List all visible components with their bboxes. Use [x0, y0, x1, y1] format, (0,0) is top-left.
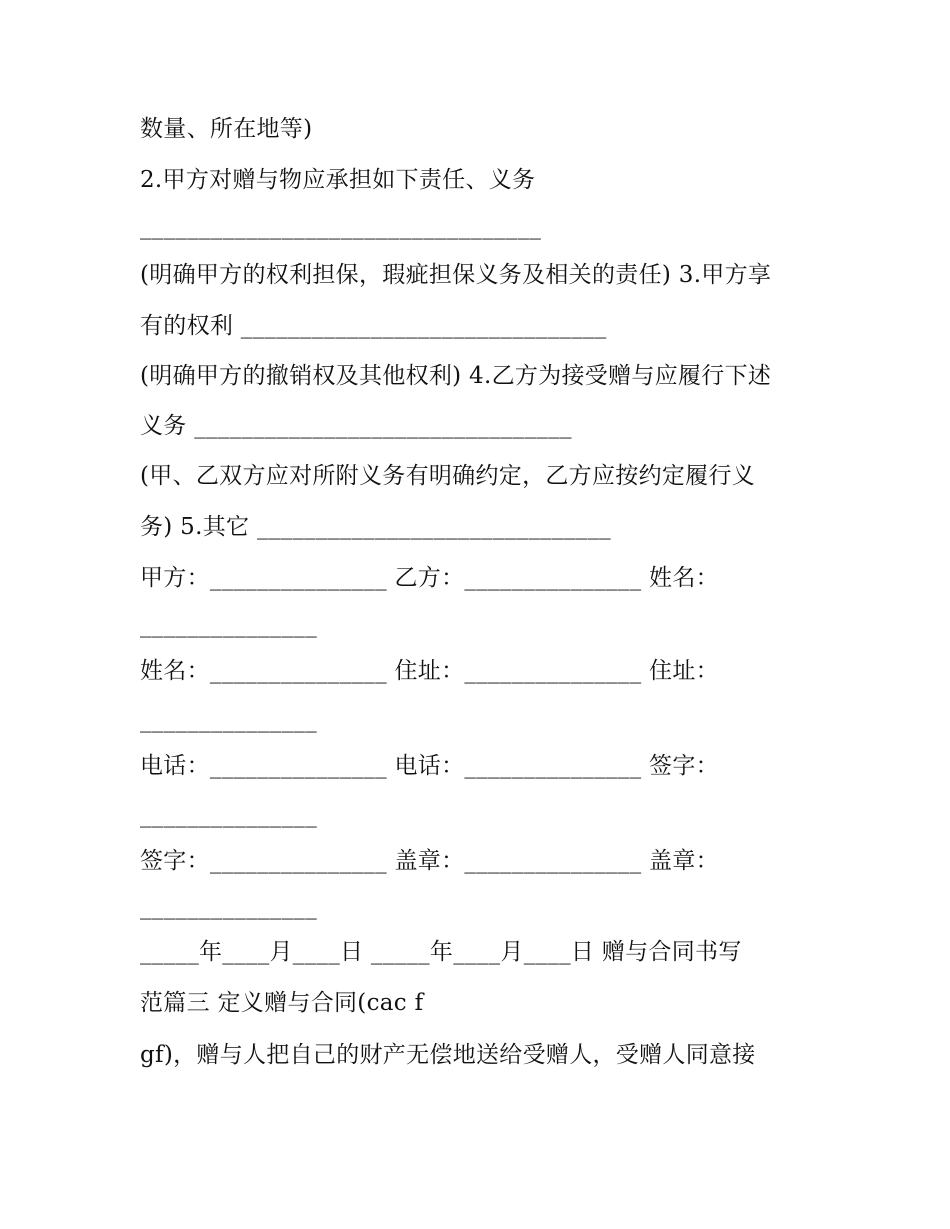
text-line: 2.甲方对赠与物应承担如下责任、义务 — [140, 167, 536, 193]
text-line: 务) 5.其它 ______________________________ — [140, 514, 611, 540]
date-row: _____年____月____日 _____年____月____日 赠与合同书写 — [140, 939, 742, 965]
text-line: 义务 ________________________________ — [140, 413, 572, 439]
signature-row: 姓名：_______________ 住址：_______________ 住址： — [140, 658, 719, 684]
text-line: 有的权利 _______________________________ — [140, 313, 607, 339]
text-line: 范篇三 定义赠与合同(cac f — [140, 990, 424, 1016]
text-line: (明确甲方的撤销权及其他权利) 4.乙方为接受赠与应履行下述 — [140, 363, 772, 389]
blank-line: _______________ — [140, 707, 317, 733]
signature-row: 电话：_______________ 电话：_______________ 签字： — [140, 753, 719, 779]
signature-row: 签字：_______________ 盖章：_______________ 盖章： — [140, 848, 719, 874]
blank-line: __________________________________ — [140, 214, 542, 240]
text-line: 数量、所在地等) — [140, 116, 313, 142]
text-line: gf)，赠与人把自己的财产无偿地送给受赠人，受赠人同意接 — [140, 1042, 756, 1068]
text-line: (明确甲方的权利担保，瑕疵担保义务及相关的责任) 3.甲方享 — [140, 262, 772, 288]
signature-row: 甲方：_______________ 乙方：_______________ 姓名： — [140, 565, 719, 591]
blank-line: _______________ — [140, 612, 317, 638]
blank-line: _______________ — [140, 894, 317, 920]
text-line: (甲、乙双方应对所附义务有明确约定，乙方应按约定履行义 — [140, 463, 756, 489]
blank-line: _______________ — [140, 802, 317, 828]
